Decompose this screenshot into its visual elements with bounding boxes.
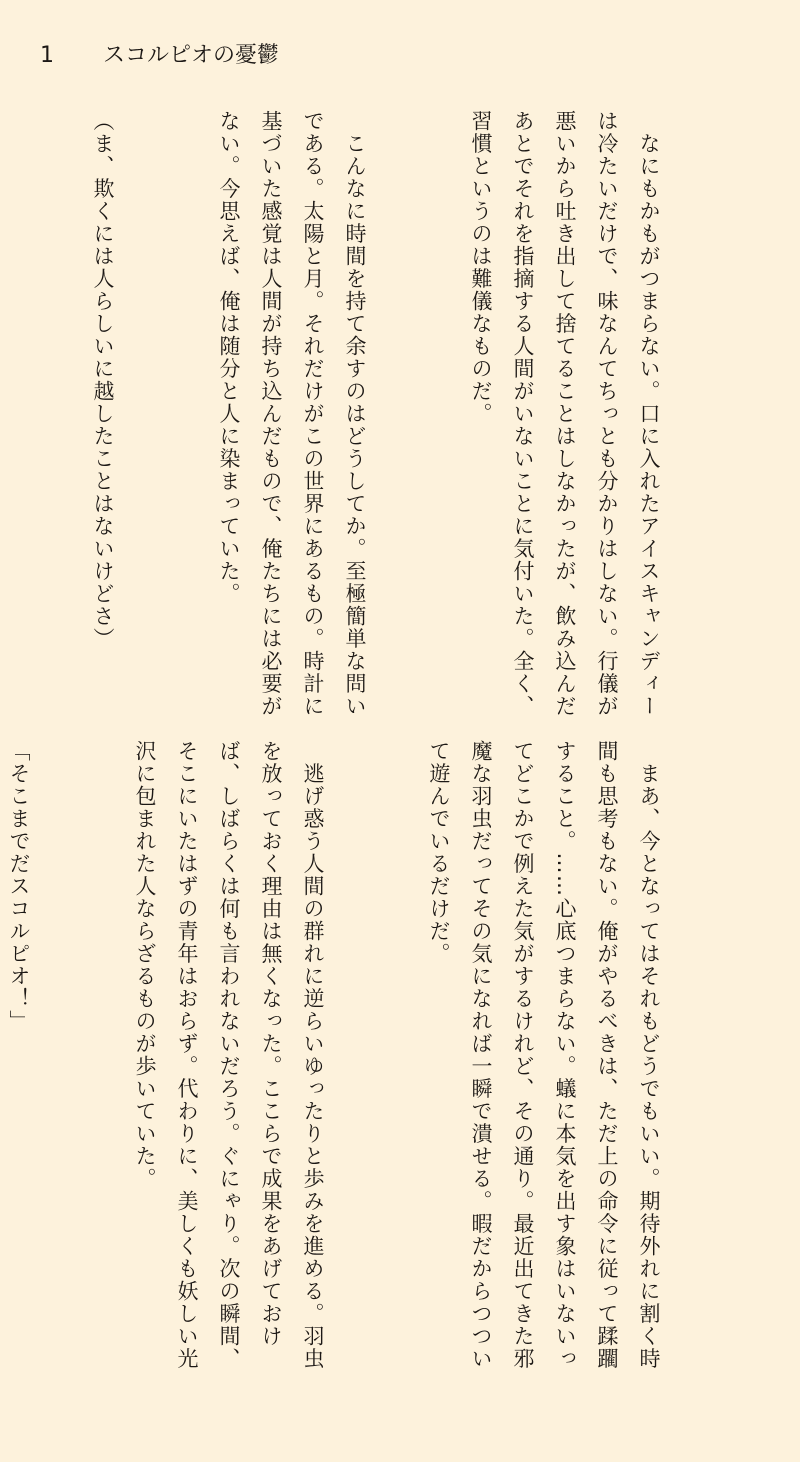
chapter-title: スコルピオの憂鬱 [103,43,280,68]
page-header [40,38,279,74]
paragraph: 逃げ惑う人間の群れに逆らいゆったりと歩みを進める。羽虫を放っておく理由は無くなった。ここらで成果をあげておけば、しばらくは何も言われないだろう。ぐにゃり。次の瞬間、そこにいたはずの青年はおらず。代わりに、美しくも妖しい光沢に包まれた人ならざるものが歩いていた。 [133,740,325,1370]
paragraph: こんなに時間を持て余すのはどうしてか。至極簡単な問いである。太陽と月。それだけがこの世界にあるもの。時計に基づいた感覚は人間が持ち込んだもので、俺たちには必要がない。今思えば、俺は随分と人に染まっていた。 [217,110,367,718]
text-block-top [54,110,754,730]
text-block-bottom [7,740,754,1380]
paragraph: （ま、欺くには人らしいに越したことはないけどさ） [91,110,115,650]
page-number: 1 [40,43,54,68]
paragraph: 「そこまでだスコルピオ！」 [7,740,31,1033]
paragraph: まあ、今となってはそれもどうでもいい。期待外れに割く時間も思考もない。俺がやるべきは、ただ上の命令に従って蹂躙すること。……心底つまらない。蟻に本気を出す象はいないってどこかで例えた気がするけれど、その通り。最近出てきた邪魔な羽虫だってその気になれば一瞬で潰せる。暇だからつついて遊んでいるだけだ。 [427,740,661,1370]
paragraph: なにもかもがつまらない。口に入れたアイスキャンディーは冷たいだけで、味なんてちっとも分かりはしない。行儀が悪いから吐き出して捨てることはしなかったが、飲み込んだあとでそれを指摘する人間がいないことに気付いた。全く、習慣というのは難儀なものだ。 [469,110,661,718]
